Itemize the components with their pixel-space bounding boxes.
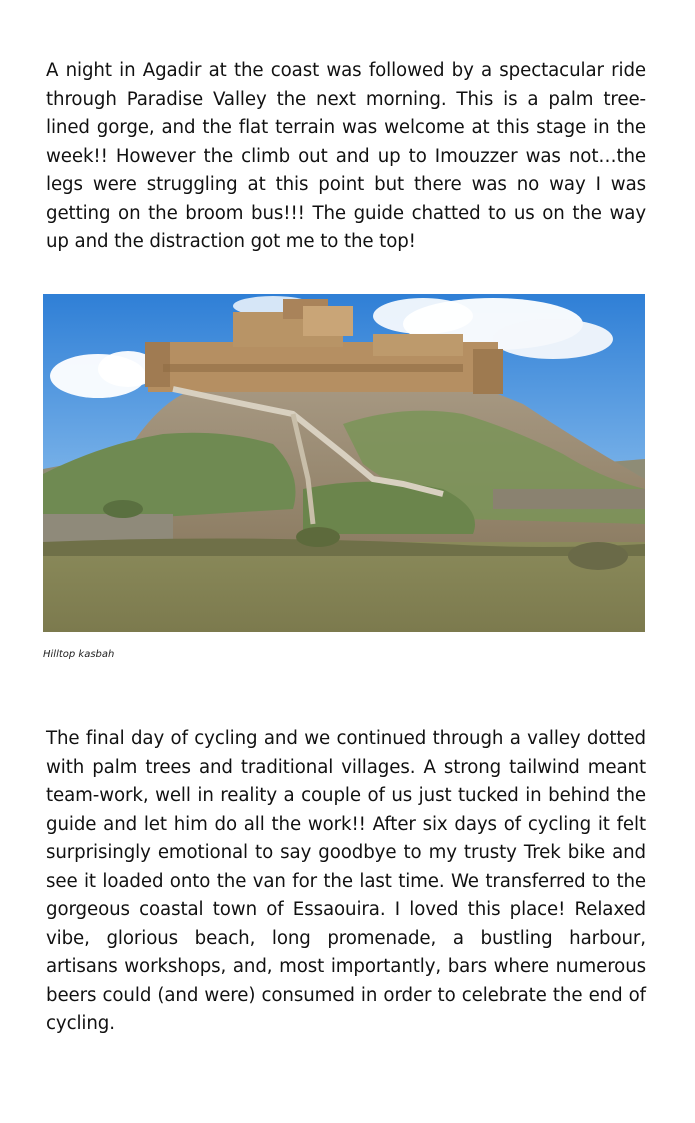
body-paragraph-1: A night in Agadir at the coast was followed by a spectacular ride through Paradise Valley the next morning. This is a palm tree-lined gorge, and the flat terrain was welcome at this stage in the week!! However the climb out and up to Imouzzer was not…the legs were struggling at this point but there was no way I was getting on the broom bus!!! The guide chatted to us on the way up and the distraction got me to the top! (46, 60, 646, 252)
hilltop-kasbah-photo (43, 294, 645, 632)
body-paragraph-2: The final day of cycling and we continued through a valley dotted with palm trees and traditional villages. A strong tailwind meant team-work, well in reality a couple of us just tucked in behind the guide and let him do all the work!! After six days of cycling it felt surprisingly emotional to say goodbye to my trusty Trek bike and see it loaded onto the van for the last time. We transferred to the gorgeous coastal town of Essaouira. I loved this place! Relaxed vibe, glorious beach, long promenade, a bustling harbour, artisans workshops, and, most importantly, bars where numerous beers could (and were) consumed in order to celebrate the end of cycling. (46, 728, 646, 1034)
photo-caption: Hilltop kasbah (43, 649, 115, 660)
